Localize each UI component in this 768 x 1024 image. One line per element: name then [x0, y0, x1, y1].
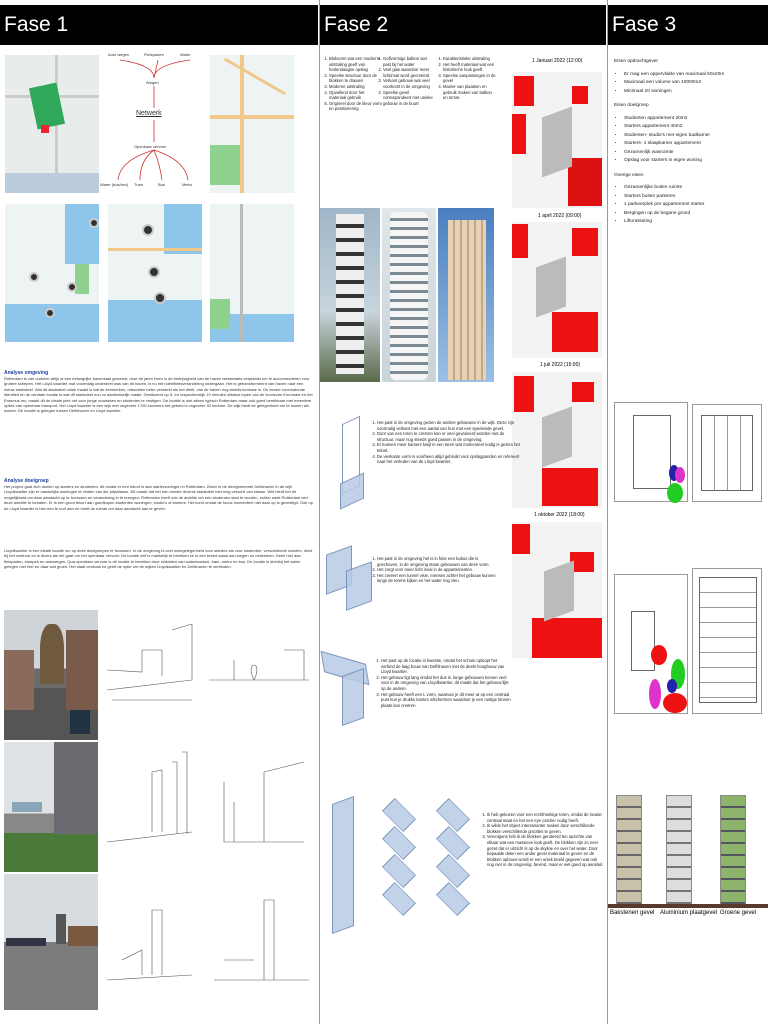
concept-3-text	[374, 658, 512, 708]
concept-4-text	[480, 812, 604, 868]
floor-plan-2	[692, 404, 762, 502]
sun-study-date: 1 april 2022 (09:00)	[538, 213, 582, 219]
list-item: 4. Manier van plaatsen en gebruik maken van balkon en terras	[443, 84, 496, 101]
facade-label: Bakstenen gevel	[610, 910, 655, 916]
facade-aluminium	[666, 795, 692, 905]
list-item: 4. Opvallend door het materiaal gebruik	[329, 90, 382, 101]
sun-study-date: 1 juli 2022 (15:00)	[540, 362, 581, 368]
transport-map-2	[108, 204, 202, 342]
list-item: • 1 parkeerplek per appartement starter	[624, 201, 764, 210]
list-item: • Studenten- studio's met eigen badkamer	[624, 132, 764, 141]
street-photo-1	[4, 610, 98, 740]
list-item: 2. Veel glas waardoor meer lichtinval word gecreëerd	[383, 67, 434, 78]
fase1-column	[0, 0, 318, 1024]
concept-model-4b	[378, 800, 424, 940]
fase3-title: Fase 3	[608, 5, 768, 45]
fase2-title: Fase 2	[320, 5, 606, 45]
list-item: 3. Er kunnen meer kamers kwijt in een toren wat momenteel nodig is gezien het tekort.	[377, 442, 520, 453]
locatie-text: Lloydkwartier is een ideale locatie om op deze doelgroepen te focussen. In de omgeving is veel werkgelegenheid voor starters als voor studenten, verschillende scholen, dicht bij het centrum en is divers als het gaat om het openbaar vervoer. De locatie zelf is makkelijk te bereiken ze is een breed saaia aan wegen en netwerken. Denk hier aan fietspaden, stoepen en autowegen. Qua openbaar vervoer is de locatie te bereiken door middelen van waterbus/taxi, tram, metro en bus. De locatie is dichtbij het water gelegen met hier en daar wat groen. Het staat centraal en geeft de optie om de wijken Lloydkwartier en Delfshaven te verbinden.	[4, 548, 313, 570]
concept-1-text	[370, 420, 520, 465]
list-item: 2. Ik wilde het object interessanter maken door verschillende blokken verschillende groottes te geven.	[487, 823, 604, 834]
street-sketch-4	[204, 742, 314, 872]
street-sketch-3	[102, 742, 198, 872]
sun-study-3	[512, 372, 602, 508]
list-item: 3. Verkant gebouw wat veel voorkomt in de omgeving	[383, 78, 434, 89]
sun-study-date: 1 Januari 2022 (12:00)	[532, 58, 583, 64]
transport-map-1	[5, 204, 99, 342]
list-item: 1. Golfvormige balkon wat past bij het water	[383, 56, 434, 67]
list-item: • Er mag een oppervlakte van maximaal 50x20m	[624, 71, 764, 80]
fase1-title: Fase 1	[0, 5, 318, 45]
doelgroep-heading: Analyse doelgroep	[4, 478, 49, 484]
list-item: 2. Het zorgt voor meer licht inval in de appartementen.	[377, 567, 500, 573]
street-sketch-5	[102, 880, 198, 1010]
list-item: • Starters buiten parkeren	[624, 193, 764, 202]
diagram-label: Metro	[182, 182, 193, 187]
list-item: 3. Het gebouw heeft een L vorm, waarvan je dit meer at op een centraal punt kun je drukke kanten afschermen waardoor je een rustige binnen plaats kan creëren.	[381, 692, 512, 709]
network-diagram	[100, 50, 208, 195]
concept-model-4c	[432, 800, 478, 940]
facade-label: Groene gevel	[720, 910, 757, 916]
list-item: • Studenten appartement 20m2	[624, 115, 764, 124]
diagram-label: Wegen	[146, 80, 159, 85]
sun-study-date: 1 oktober 2022 (18:00)	[534, 512, 585, 518]
list-item: • Liftontsluiting	[624, 218, 764, 227]
diagram-center-label: Netwerk	[136, 110, 162, 117]
context-map	[210, 55, 294, 193]
omgeving-heading: Analyse omgeving	[4, 370, 49, 376]
list-item: 2. Door van een toren te creëren kan er veel gevarieerd worden met de structuur, maar nog steeds goed passen in de omgeving.	[377, 431, 520, 442]
list-item: 1. Het past op de locatie in kwestie, omdat het schuin oploopt het verbind de laag bouw van Delfshaven met de deels hoogbouw van Lloyd kwartier.	[381, 658, 512, 675]
concept-model-2	[326, 540, 374, 624]
list-item: 3. Vervolgens heb ik de blokken geroteerd ten opzichte van elkaar wat een massieve look geeft. De blokken zijn zo neer gezet dat er uitzicht is op de skyline en over het water. Door bepaalde delen een ander gevel materiaal te geven en de blokken opbouw wordt er een uniek beeld gegeven wat ook nog niet in de omgeving. bevind, maar er wel goed op aansluit.	[487, 834, 604, 868]
street-sketch-1	[102, 610, 198, 720]
fase3-column	[607, 0, 768, 1024]
list-item: 3. Het creëert een tunnel visie, mensen achter het gebouw kunnen langs de torens kijken en het water nog zien.	[377, 573, 500, 584]
list-item: • Maximaal een volume van 10000m3	[624, 79, 764, 88]
doelgroep-heading: Eisen doelgroep	[614, 103, 649, 108]
list-item: • Gezamenlijke buiten ruimte	[624, 184, 764, 193]
green-map	[210, 204, 294, 342]
doelgroep-section	[4, 478, 314, 511]
reference-list-c	[436, 56, 496, 101]
concept-model-1	[332, 420, 372, 516]
reference-photo-3	[438, 208, 494, 382]
street-photo-2	[4, 742, 98, 872]
floor-plan-1	[614, 402, 688, 502]
fase2-column	[319, 0, 606, 1024]
facade-label: Aluminium plaatgevel	[660, 910, 718, 916]
sun-study-2	[512, 222, 602, 358]
diagram-label: Tram	[134, 182, 144, 187]
floor-plan-4	[692, 568, 762, 714]
list-item: 2. Het gebouw ligt lang omdat het dus is. lange gebouwen komen veel voor in de omgeving van Lloydkwartier, dit maakt dat het gebouw lijkt op de andere.	[381, 675, 512, 692]
site-map	[5, 55, 99, 193]
floor-plan-3	[614, 574, 688, 714]
list-item: 2. Speelse structuur door de blokken te draaien	[329, 73, 382, 84]
list-item: 4. Speelse gevel correspondeert met unieke gebouw in de buurt	[383, 90, 434, 107]
concept-model-3	[322, 648, 372, 730]
list-item: 3. Moderne uitstraling	[329, 84, 382, 90]
omgeving-section	[4, 370, 314, 414]
list-item: • Bergingen op de begane grond	[624, 210, 764, 219]
list-item: • Gezamenlijk wasruimte	[624, 149, 764, 158]
reference-photo-1	[320, 208, 380, 382]
list-item: 2. Het heeft materiaal wat een historische look geeft	[443, 62, 496, 73]
sun-study-4	[512, 522, 602, 658]
diagram-label: Bus	[158, 182, 165, 187]
omgeving-text: Rotterdam is van oudsher altijd al een belangrijke havenstad geweest, door de jaren heen is de bedrijvigheid van de haven westwaarts verplaatst om te accommoderen voor grotere schepen. Het Lloyd kwartier, wat voormalig onderdeel was van de haven, is nu een identiteitsverandering ondergaan. Het is getransformeerd van haven naar een nieuw stadsdeel. Wat dit stadsdeel uniek maakt is dat de kenmerken, misschien beter verwerkt als het deelt, van de haven nog steeds kenbaar is. De eerder voormalende identiteit en de centrale locatie is wat dit stadsdeel nou zo aantrekkelijk maakt. Gesitueerd op 5- en respectievelijk 10 minuten afstand lopen van de iconische Euromast en het Erasmus mc, maakt dit de ideale plek om voor jonge ouwassen en studenten te vestigen. De locatie is niet alleen typisch Rotterdam maar ook goed bereikbaar met meerdere opties van openbaar transport. Het Lloyd kwartier is een wijk met ongeveer 1700 inwoners het gebied is ongeveer 30 hectare. De wijk biedt de gelegenheid om te wonen als wonen. De locatie is gelegen tussen Delfshaven en Lloyd kwartier.	[4, 376, 313, 414]
reference-list-b	[376, 56, 434, 106]
facade-green	[720, 795, 746, 905]
requirements	[614, 58, 764, 233]
diagram-label: Auto wegen	[108, 52, 130, 57]
list-item: 1. Karakteristieke uitstraling	[443, 56, 496, 62]
reference-photo-2	[382, 208, 436, 382]
list-item: • Minimaal 20 woningen	[624, 88, 764, 97]
list-item: 1. Ik heb gekozen voor een rechthoekige toren, omdat de locatie centraal staat en het een eye catcher nodig heeft.	[487, 812, 604, 823]
list-item: 4. De vierkante vorm is voorheen altijd gebruikt voor opslagpanden en refereert naar het verleden van de Lloyd kwartier.	[377, 454, 520, 465]
list-item: 1. Het past in de omgeving gezien de andere gebouwen in de wijk. Deze zijn voormalig verkant met een aantal van hun met een speelende gevel.	[377, 420, 520, 431]
overige-heading: Overige eisen	[614, 172, 644, 178]
street-photo-3	[4, 874, 98, 1010]
street-sketch-6	[204, 880, 314, 1010]
diagram-lines	[100, 50, 208, 195]
concept-model-4a	[326, 800, 360, 940]
sun-study-1	[512, 72, 602, 208]
diagram-label: Water (bus/taxi)	[100, 182, 129, 187]
list-item: 1. Blokvorm wat een moderne uitstraling geeft van hedendaagse opslag	[329, 56, 382, 73]
reference-list-a	[322, 56, 382, 112]
diagram-label: Water	[180, 52, 191, 57]
diagram-label: Openbaar vervoer	[134, 144, 167, 149]
list-item: 1. Het past in de omgeving het is in feite een kubus die is geschoven, in de omgeving staan gebouwen van deze vorm.	[377, 556, 500, 567]
list-item: 5. Origineel door de kleur vorm en positionering	[329, 101, 382, 112]
facade-brick	[616, 795, 642, 905]
eisen-heading: Eisen opdrachtgever	[614, 59, 658, 64]
list-item: • Starters- 1 slaapkamer appartement	[624, 140, 764, 149]
street-sketch-2	[204, 610, 314, 720]
list-item: 3. Speelse aanpassingen in de gevel	[443, 73, 496, 84]
list-item: • Opslag voor starters in eigen woning	[624, 157, 764, 166]
diagram-label: Fietspaden	[144, 52, 164, 57]
list-item: • Starters appartement 40m2	[624, 123, 764, 132]
doelgroep-text: Het project gaat zich doelen op starters en studenten, dit omdat er een tekort is aan startersoningen in Rotterdam. Zeker in de deelgemeente Delfshaven in de wijk Lloydkwartier zijn er nauwelijks woningen te vinden van die prijsklasse. Dit maakt dat het een minder diverse stadsdeel met enig verschil van klasse. Wel biedt het de mogelijkheid om daar aandacht op te focussen en verandering in te brengen. Rotterdam heeft ook de ambitie om een studenten stad te worden, echter weet Rotterdam niet deze ambitie te behalen. Er is een groot tekort aan goedkopen studenten woningen, studio's of kamers. Het komt omdat de focus momenteel niet daar op is gevestigd. Ook op de Lloyd kwartier is hier een te kort aan en heeft de ruimte om daar aandacht aan te geven.	[4, 484, 313, 511]
concept-2-text	[370, 556, 500, 584]
locatie-section	[4, 548, 314, 570]
